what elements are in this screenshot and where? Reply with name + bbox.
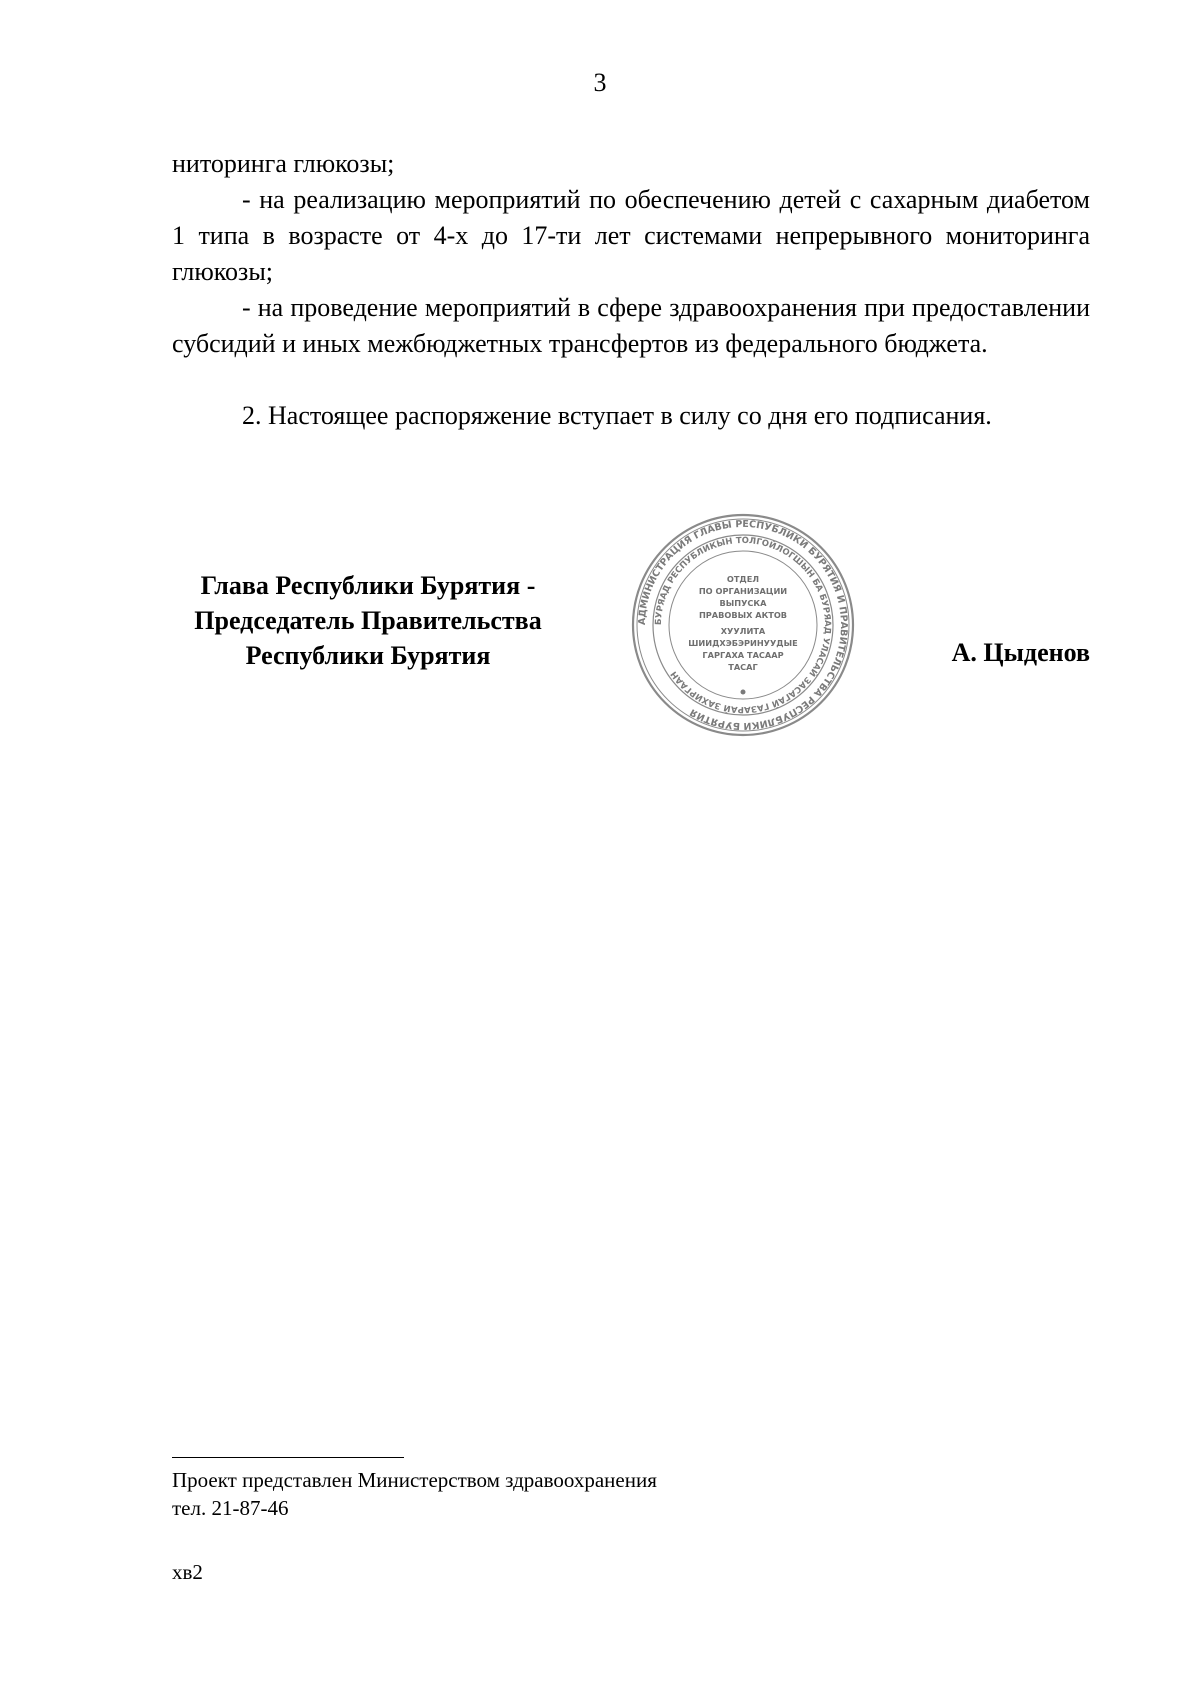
executor-code: хв2 [172,1560,203,1584]
seal-center-line: ОТДЕЛ [726,574,760,584]
seal-outer-ring-text: АДМИНИСТРАЦИЯ ГЛАВЫ РЕСПУБЛИКИ БУРЯТИЯ И ПРАВИТЕЛЬСТВА РЕСПУБЛИКИ БУРЯТИЯ [636,518,850,732]
signatory-name: А. Цыденов [951,638,1090,667]
seal-center-line: ГАРГАХА ТАСААР [702,650,784,660]
footnote [172,1466,657,1522]
footnote-divider [172,1457,404,1458]
official-seal [628,510,858,740]
footnote-phone-line: тел. 21-87-46 [172,1496,289,1520]
seal-center-line: ХУУЛИТА [720,626,766,636]
signatory-title-line-1: Глава Республики Бурятия - [200,571,536,600]
seal-center-line: ВЫПУСКА [719,598,767,608]
seal-center-line: ТАСАГ [728,662,758,672]
seal-center-line: ШИИДХЭБЭРИНУУДЫЕ [688,638,798,648]
continuation-text: ниторинга глюкозы; [172,149,395,178]
footnote-project-line: Проект представлен Министерством здравоохранения [172,1468,657,1492]
body-text [172,146,1090,434]
signatory-title-line-3: Республики Бурятия [245,641,491,670]
list-item-children-cgm: - на реализацию мероприятий по обеспечению детей с сахарным диабетом 1 типа в возрасте от 4-х до 17-ти лет системами непрерывного мониторинга глюкозы; [172,185,1090,286]
seal-center-line: ПО ОРГАНИЗАЦИИ [698,586,788,596]
page-number: 3 [593,68,607,97]
clause-2: 2. Настоящее распоряжение вступает в силу со дня его подписания. [242,401,992,430]
seal-inner-ring-text: БУРЯАД РЕСПУБЛИКЫН ТОЛГОЙЛОГШЫН БА БУРЯАД УЛАСАЙ ЗАСАГАЙ ГАЗАРАЙ ЗАХИРГААН [653,535,833,715]
seal-center-line: ПРАВОВЫХ АКТОВ [698,610,788,620]
signatory-title [168,568,568,673]
signatory-title-line-2: Председатель Правительства [194,606,542,635]
list-item-healthcare-subsidies: - на проведение мероприятий в сфере здравоохранения при предоставлении субсидий и иных межбюджетных трансфертов из федерального бюджета. [172,293,1090,358]
seal-dot-icon [741,690,746,695]
